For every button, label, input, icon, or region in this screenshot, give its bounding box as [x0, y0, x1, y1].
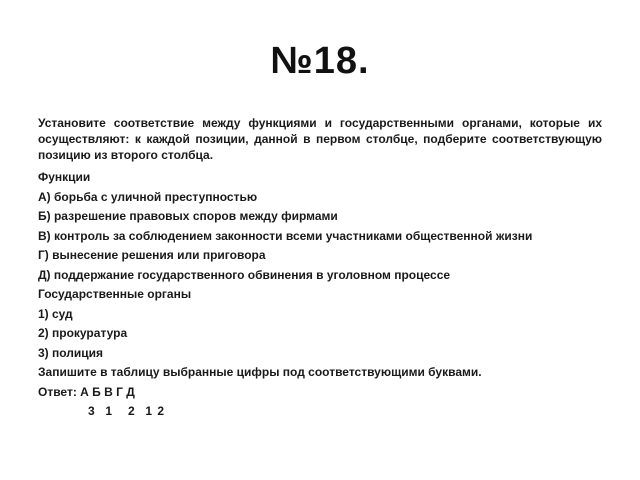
write-instruction: Запишите в таблицу выбранные цифры под соответствующими буквами.: [38, 365, 482, 379]
function-item-v: В) контроль за соблюдением законности всеми участниками общественной жизни: [38, 228, 533, 243]
function-item-d: Д) поддержание государственного обвинения в уголовном процессе: [38, 267, 451, 282]
function-item-g: Г) вынесение решения или приговора: [38, 248, 266, 262]
function-item-a: А) борьба с уличной преступностью: [38, 189, 258, 204]
answer-values: 3 1 2 1 2: [88, 403, 165, 418]
organ-item-prosecutor: 2) прокуратура: [38, 326, 128, 340]
organ-item-court: 1) суд: [38, 306, 73, 321]
slide-title: №18.: [270, 40, 370, 82]
task-body: [38, 115, 602, 421]
organ-item-police: 3) полиция: [38, 345, 104, 360]
function-item-b: Б) разрешение правовых споров между фирмами: [38, 209, 338, 223]
organs-heading: Государственные органы: [38, 287, 192, 301]
functions-heading: Функции: [38, 170, 91, 184]
answer-label: Ответ: А Б В Г Д: [38, 384, 135, 399]
task-instruction: Установите соответствие между функциями и государственными органами, которые их осуществляют: к каждой позиции, данной в первом столбце, подберите соответствующую позицию из второго столбца.: [38, 116, 602, 162]
